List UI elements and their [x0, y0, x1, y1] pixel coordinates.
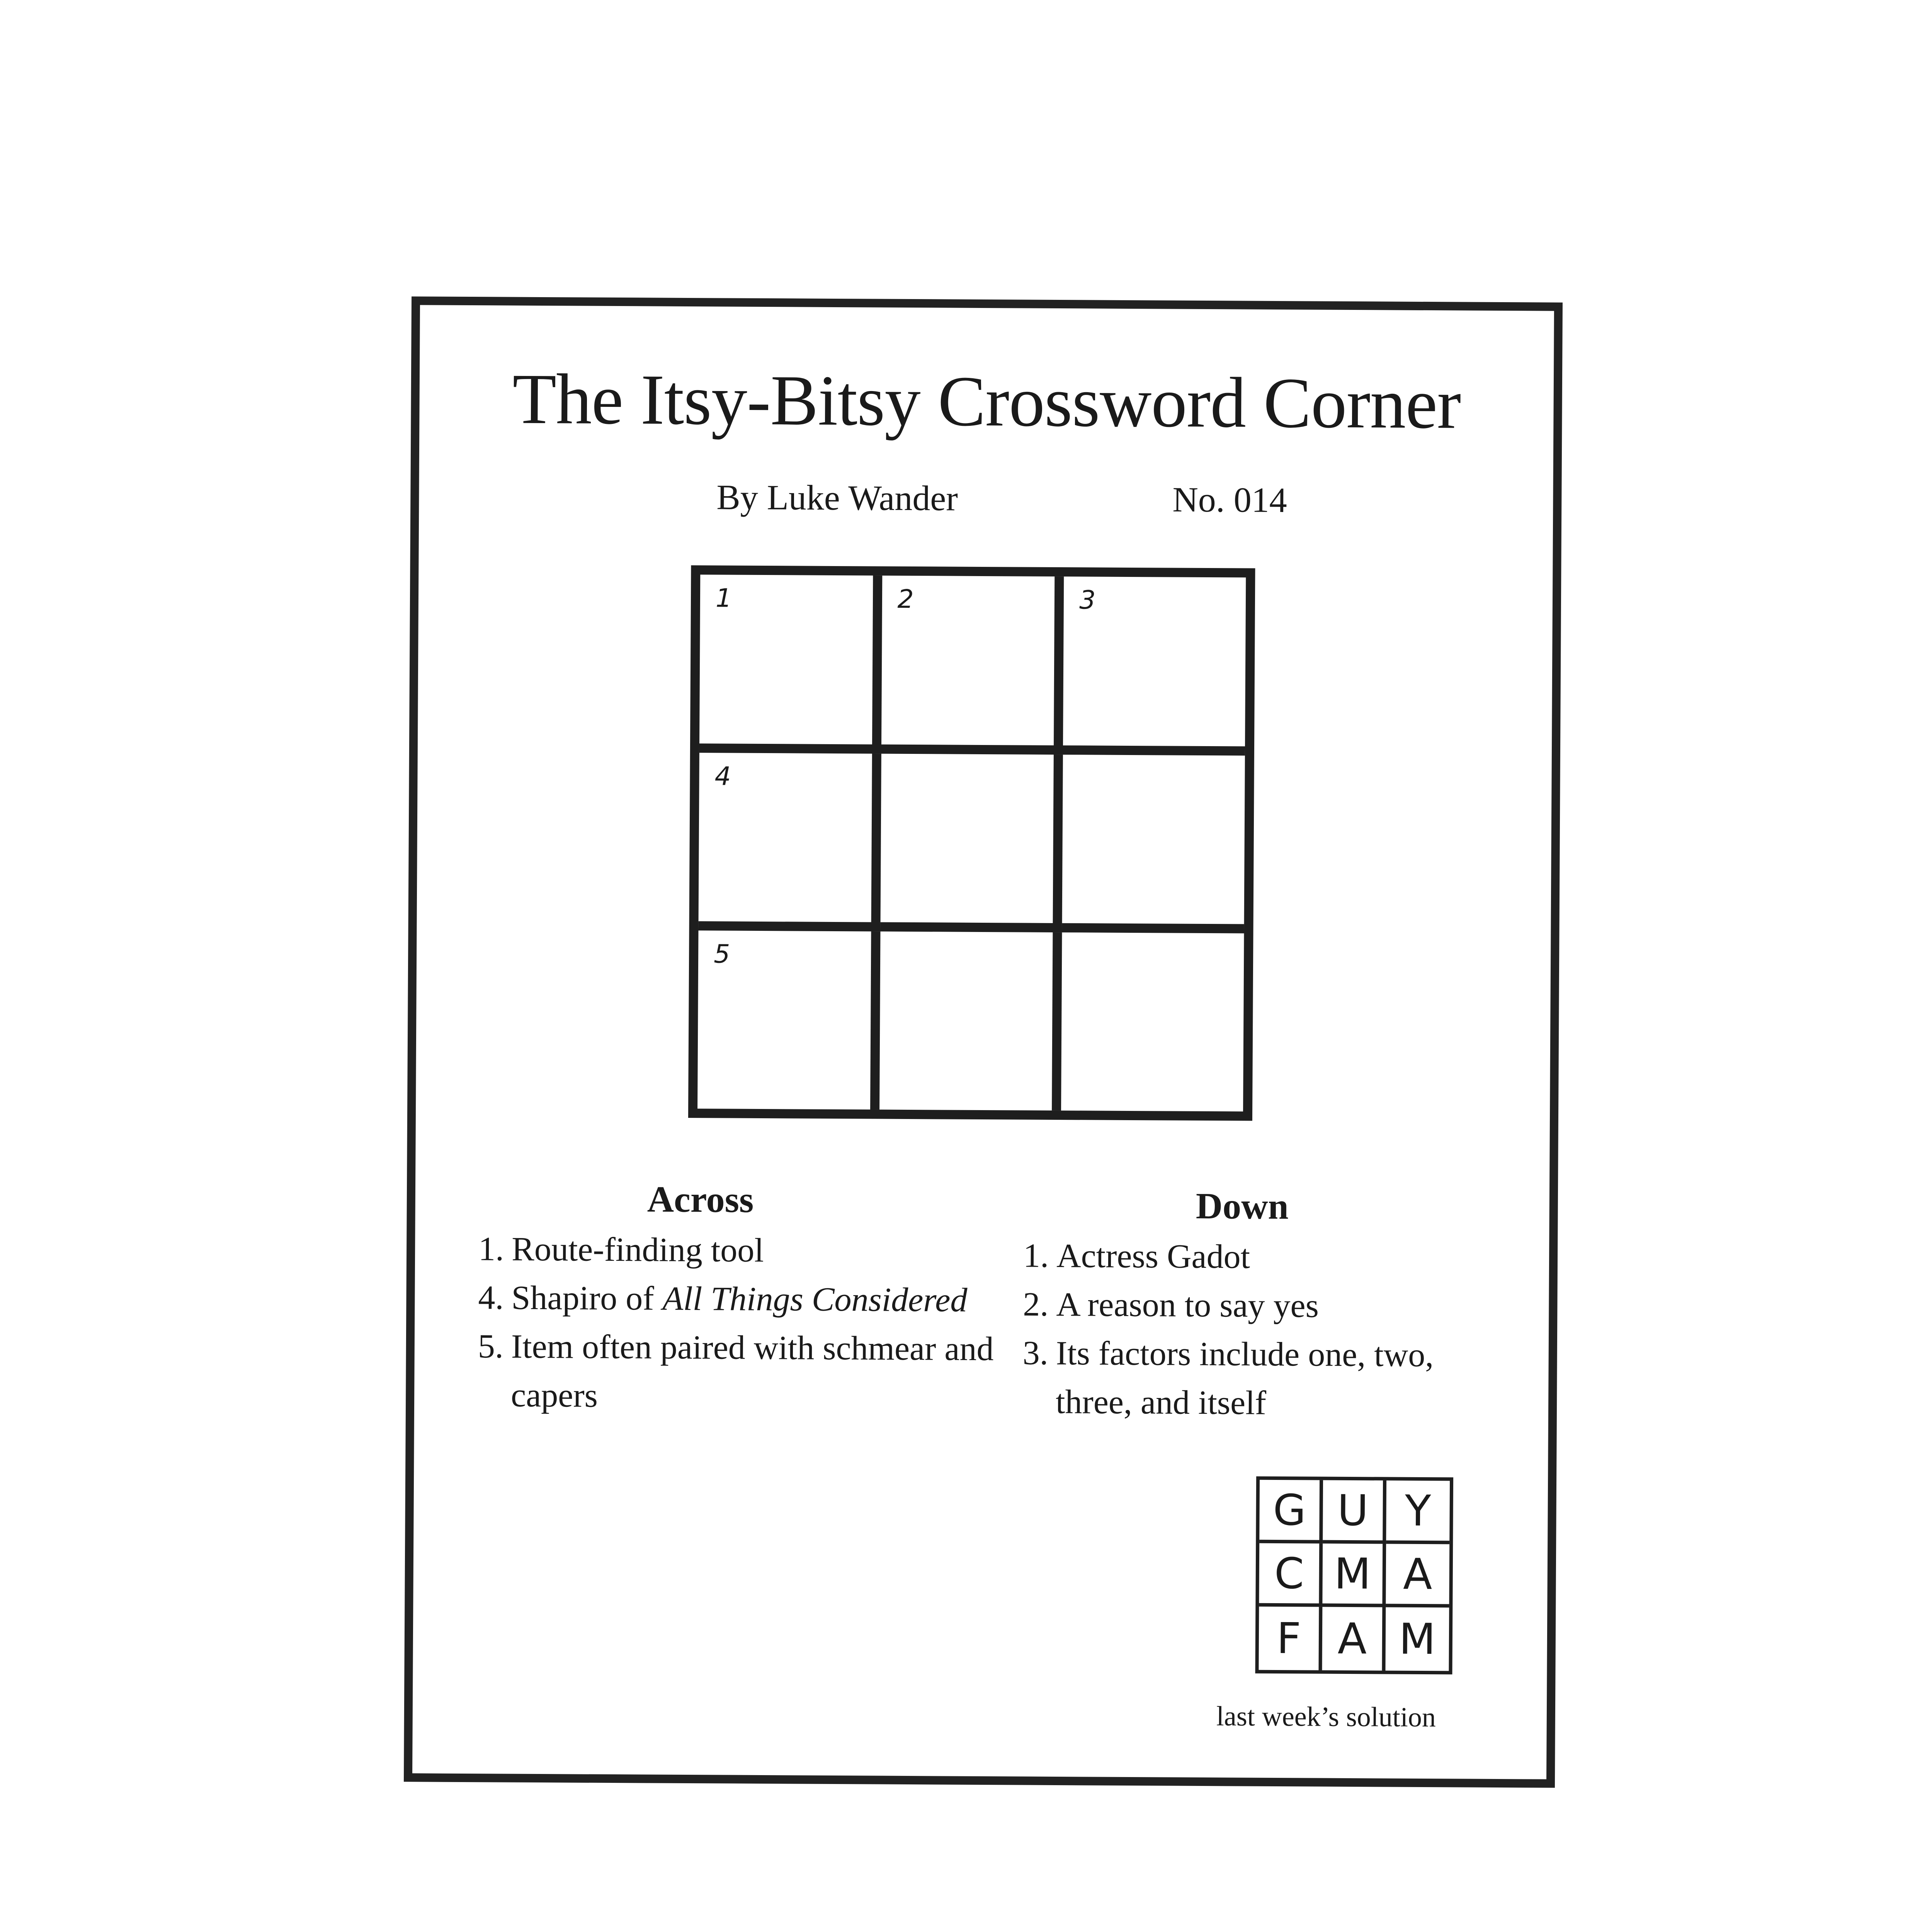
clue-text-part: Item often paired with schmear and capers: [510, 1328, 994, 1415]
solution-letter: F: [1259, 1607, 1323, 1670]
across-clue-list: [468, 1225, 1010, 1422]
down-clue-list: [1013, 1231, 1490, 1429]
solution-letter: M: [1399, 1614, 1436, 1664]
solution-letter: A: [1322, 1607, 1386, 1671]
down-clue: [1013, 1329, 1489, 1429]
solution-letter: G: [1259, 1480, 1323, 1544]
across-clue: [468, 1322, 1010, 1422]
crossword-card: [404, 296, 1563, 1788]
clue-text: [511, 1323, 1010, 1423]
clue-text: [512, 1225, 1010, 1277]
crossword-grid: [688, 565, 1255, 1121]
puzzle-title: The Itsy-Bitsy Crossword Corner: [512, 359, 1461, 444]
grid-cell[interactable]: [881, 576, 1064, 755]
grid-cell[interactable]: [1062, 755, 1245, 934]
solution-caption: last week’s solution: [1216, 1701, 1436, 1733]
down-heading: Down: [1196, 1185, 1289, 1227]
solution-letter: C: [1259, 1543, 1323, 1607]
down-clue: [1014, 1280, 1489, 1331]
clue-text: Actress Gadot: [1056, 1237, 1250, 1276]
solution-letter: M: [1322, 1544, 1386, 1607]
grid-cell[interactable]: [1063, 577, 1246, 755]
clue-program-title: All Things Considered: [662, 1280, 968, 1319]
solution-letter: U: [1323, 1480, 1386, 1544]
last-week-solution-grid: [1255, 1476, 1453, 1675]
clue-text: Its factors include one, two, three, and itself: [1055, 1334, 1434, 1422]
grid-cell[interactable]: [699, 753, 881, 932]
across-heading: Across: [647, 1178, 754, 1220]
puzzle-byline: By Luke Wander: [716, 477, 958, 518]
grid-cell[interactable]: [697, 930, 880, 1109]
puzzle-number: No. 014: [1172, 480, 1287, 520]
cell-number: 4: [714, 761, 731, 791]
cell-number: 3: [1079, 585, 1096, 615]
clue-number: 2.: [1023, 1286, 1049, 1323]
solution-letter: A: [1386, 1544, 1449, 1607]
across-clue: [469, 1225, 1010, 1276]
cell-number: 1: [715, 583, 732, 613]
clue-text: [511, 1274, 1010, 1325]
solution-letter: Y: [1386, 1480, 1450, 1544]
clue-number: 1.: [1023, 1237, 1049, 1275]
cell-number: 2: [897, 584, 914, 614]
grid-cell[interactable]: [699, 575, 882, 753]
clue-number: 3.: [1022, 1334, 1049, 1372]
grid-cell[interactable]: [879, 932, 1062, 1111]
across-clue: [469, 1274, 1010, 1325]
cell-number: 5: [713, 939, 730, 969]
down-clue: [1014, 1231, 1490, 1282]
grid-cell[interactable]: [1061, 932, 1244, 1111]
clue-number: 1.: [478, 1230, 504, 1268]
grid-cell[interactable]: [880, 753, 1063, 932]
clue-text: A reason to say yes: [1056, 1286, 1319, 1325]
clue-number: 5.: [478, 1328, 504, 1366]
clue-text-part: Shapiro of: [511, 1279, 663, 1318]
clue-text-part: Route-finding tool: [511, 1230, 764, 1270]
clue-number: 4.: [478, 1279, 504, 1317]
